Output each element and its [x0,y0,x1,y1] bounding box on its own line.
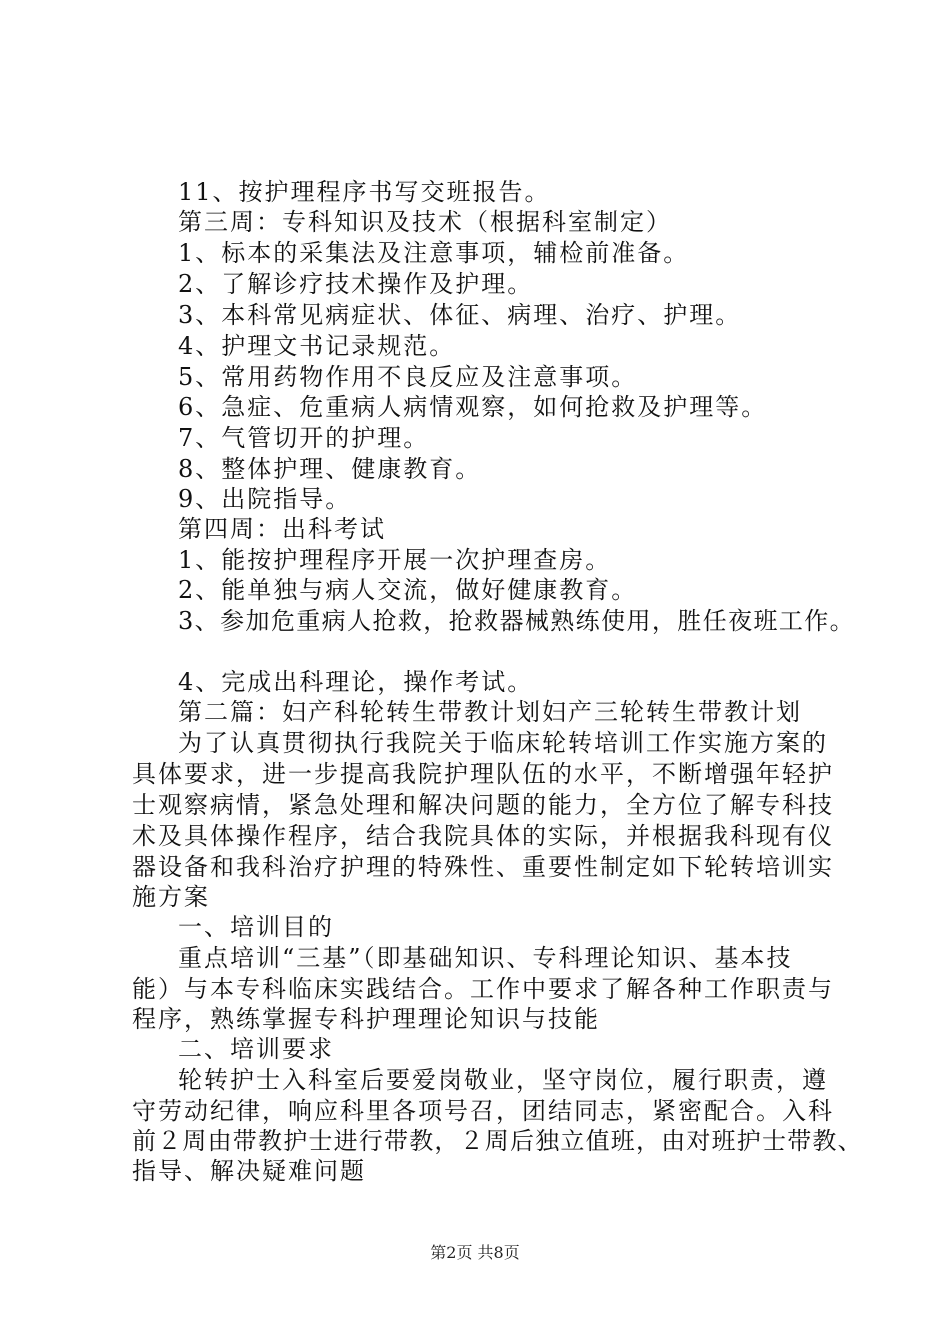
text-line: 3、参加危重病人抢救，抢救器械熟练使用，胜任夜班工作。 [178,607,856,635]
paragraph-line: 轮转护士入科室后要爱岗敬业，坚守岗位，履行职责，遵 [178,1066,828,1094]
paragraph-line: 程序，熟练掌握专科护理理论知识与技能 [132,1005,600,1033]
paragraph-line: 具体要求，进一步提高我院护理队伍的水平，不断增强年轻护 [132,760,834,788]
text-line: 3、本科常见病症状、体征、病理、治疗、护理。 [178,301,742,329]
text-line: 4、护理文书记录规范。 [178,332,456,360]
text-line: 9、出院指导。 [178,485,352,513]
text-line: 6、急症、危重病人病情观察，如何抢救及护理等。 [178,393,768,421]
text-line: 5、常用药物作用不良反应及注意事项。 [178,363,638,391]
section-heading: 第四周：出科考试 [178,515,386,543]
text-line: 1、能按护理程序开展一次护理查房。 [178,546,612,574]
paragraph-line: 重点培训“三基”（即基础知识、专科理论知识、基本技 [178,944,793,972]
section-heading: 第三周：专科知识及技术（根据科室制定） [178,208,672,236]
text-line: 2、了解诊疗技术操作及护理。 [178,270,534,298]
paragraph-line: 器设备和我科治疗护理的特殊性、重要性制定如下轮转培训实 [132,853,834,881]
paragraph-line: 为了认真贯彻执行我院关于临床轮转培训工作实施方案的 [178,729,828,757]
paragraph-line: 指导、解决疑难问题 [132,1157,366,1185]
text-line: 7、气管切开的护理。 [178,424,430,452]
chapter-title: 第二篇：妇产科轮转生带教计划妇产三轮转生带教计划 [178,698,802,726]
text-line: 2、能单独与病人交流，做好健康教育。 [178,576,638,604]
text-line: 1、标本的采集法及注意事项，辅检前准备。 [178,239,690,267]
text-line: 8、整体护理、健康教育。 [178,455,482,483]
paragraph-line: 术及具体操作程序，结合我院具体的实际，并根据我科现有仪 [132,822,834,850]
paragraph-line: 能）与本专科临床实践结合。工作中要求了解各种工作职责与 [132,975,834,1003]
text-line: 11、按护理程序书写交班报告。 [178,178,551,206]
paragraph-line: 前２周由带教护士进行带教，２周后独立值班，由对班护士带教、 [132,1127,863,1155]
paragraph-line: 守劳动纪律，响应科里各项号召，团结同志，紧密配合。入科 [132,1097,834,1125]
section-heading: 一、培训目的 [178,913,334,941]
text-line: 4、完成出科理论，操作考试。 [178,668,534,696]
paragraph-line: 士观察病情，紧急处理和解决问题的能力，全方位了解专科技 [132,791,834,819]
page-number-footer: 第2页 共8页 [430,1243,520,1262]
paragraph-line: 施方案 [132,883,210,911]
section-heading: 二、培训要求 [178,1035,334,1063]
